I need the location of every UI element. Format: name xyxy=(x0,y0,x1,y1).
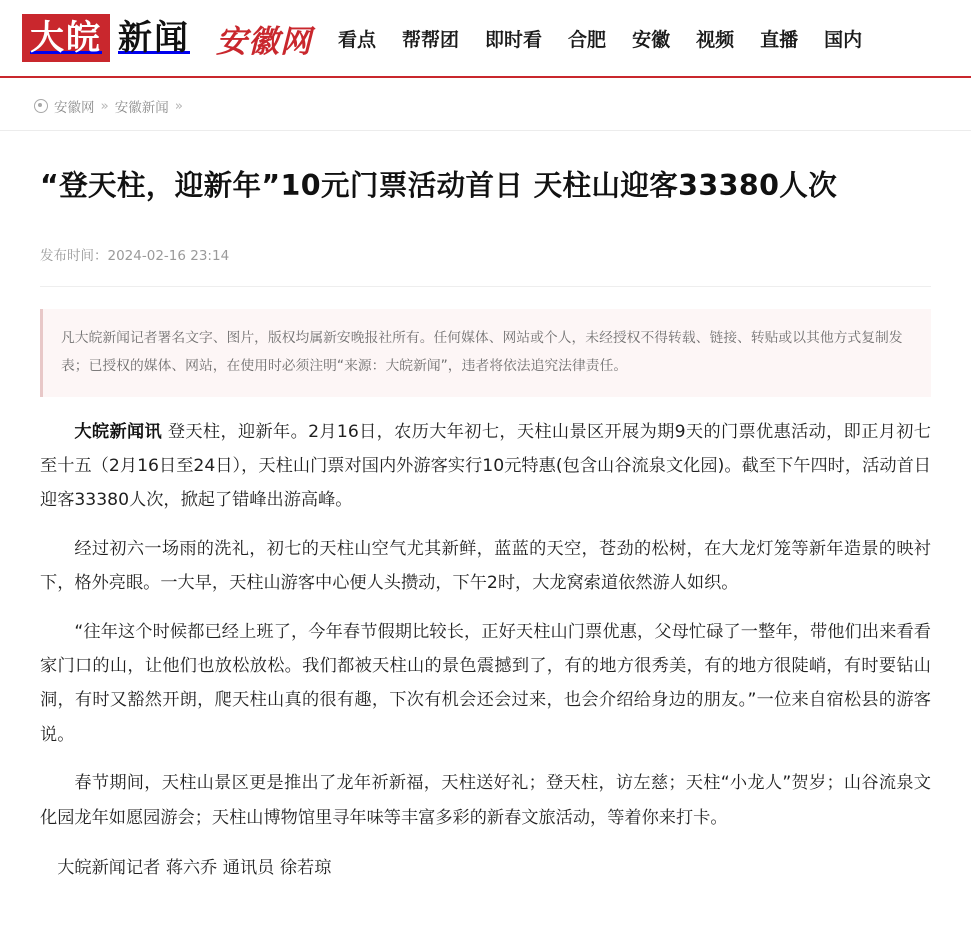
logo-subbrand[interactable]: 安徽网 xyxy=(216,23,312,60)
main-nav xyxy=(338,25,862,52)
breadcrumb-item-anhuiwang[interactable]: 安徽网 xyxy=(54,100,95,116)
publish-time-value: 2024-02-16 23:14 xyxy=(107,248,230,265)
paragraph: 春节期间，天柱山景区更是推出了龙年祈新福，天柱送好礼；登天柱，访左慈；天柱“小龙人”贺岁；山谷流泉文化园龙年如愿园游会；天柱山博物馆里寻年味等丰富多彩的新春文旅活动，等着你来打卡。 xyxy=(40,773,931,828)
site-logo[interactable] xyxy=(22,14,196,62)
location-icon xyxy=(34,99,48,113)
logo-black-text: 新闻 xyxy=(118,18,190,58)
article-byline: 大皖新闻记者 蒋六乔 通讯员 徐若琼 xyxy=(57,857,332,878)
nav-item-shipin[interactable]: 视频 xyxy=(696,28,735,51)
paragraph: 经过初六一场雨的洗礼，初七的天柱山空气尤其新鲜，蓝蓝的天空，苍劲的松树，在大龙灯笼等新年造景的映衬下，格外亮眼。一大早，天柱山游客中心便人头攒动，下午2时，大龙窝索道依然游人如织。 xyxy=(40,538,931,594)
article-body xyxy=(40,415,931,886)
nav-item-zhibo[interactable]: 直播 xyxy=(760,28,799,51)
paragraph-text: 登天柱，迎新年。2月16日，农历大年初七，天柱山景区开展为期9天的门票优惠活动，即正月初七至十五（2月16日至24日），天柱山门票对国内外游客实行10元特惠(包含山谷流泉文化园)。截至下午四时，活动首日迎客33380人次，掀起了错峰出游高峰。 xyxy=(40,421,931,511)
article xyxy=(0,165,971,885)
paragraph-lead xyxy=(40,415,931,518)
page-title: “登天柱，迎新年”10元门票活动首日 天柱山迎客33380人次 xyxy=(40,169,838,202)
lead-label: 大皖新闻讯 xyxy=(74,421,163,442)
nav-item-kandian[interactable]: 看点 xyxy=(338,28,377,51)
nav-item-guonei[interactable]: 国内 xyxy=(824,28,863,51)
site-header xyxy=(0,0,971,78)
nav-item-anhui[interactable]: 安徽 xyxy=(632,28,671,51)
breadcrumb xyxy=(0,78,971,131)
breadcrumb-separator: » xyxy=(100,98,109,114)
publish-time-label: 发布时间： xyxy=(40,248,108,265)
nav-item-bangbangtuan[interactable]: 帮帮团 xyxy=(402,28,460,51)
nav-item-jishikan[interactable]: 即时看 xyxy=(485,28,543,51)
nav-item-hefei[interactable]: 合肥 xyxy=(568,28,607,51)
paragraph: “往年这个时候都已经上班了，今年春节假期比较长，正好天柱山门票优惠，父母忙碌了一整年，带他们出来看看家门口的山，让他们也放松放松。我们都被天柱山的景色震撼到了，有的地方很秀美，有的地方很陡峭，有时要钻山洞，有时又豁然开朗，爬天柱山真的很有趣，下次有机会还会过来，也会介绍给身边的朋友。”一位来自宿松县的游客说。 xyxy=(40,621,931,745)
breadcrumb-separator-trailing: » xyxy=(174,98,184,114)
logo-red-text: 大皖 xyxy=(22,14,110,62)
publish-meta xyxy=(40,244,931,287)
breadcrumb-item-anhuixinwen[interactable]: 安徽新闻 xyxy=(114,100,169,116)
copyright-notice: 凡大皖新闻记者署名文字、图片，版权均属新安晚报社所有。任何媒体、网站或个人，未经授权不得转载、链接、转贴或以其他方式复制发表；已授权的媒体、网站，在使用时必须注明“来源：大皖新闻”，违者将依法追究法律责任。 xyxy=(40,309,931,396)
